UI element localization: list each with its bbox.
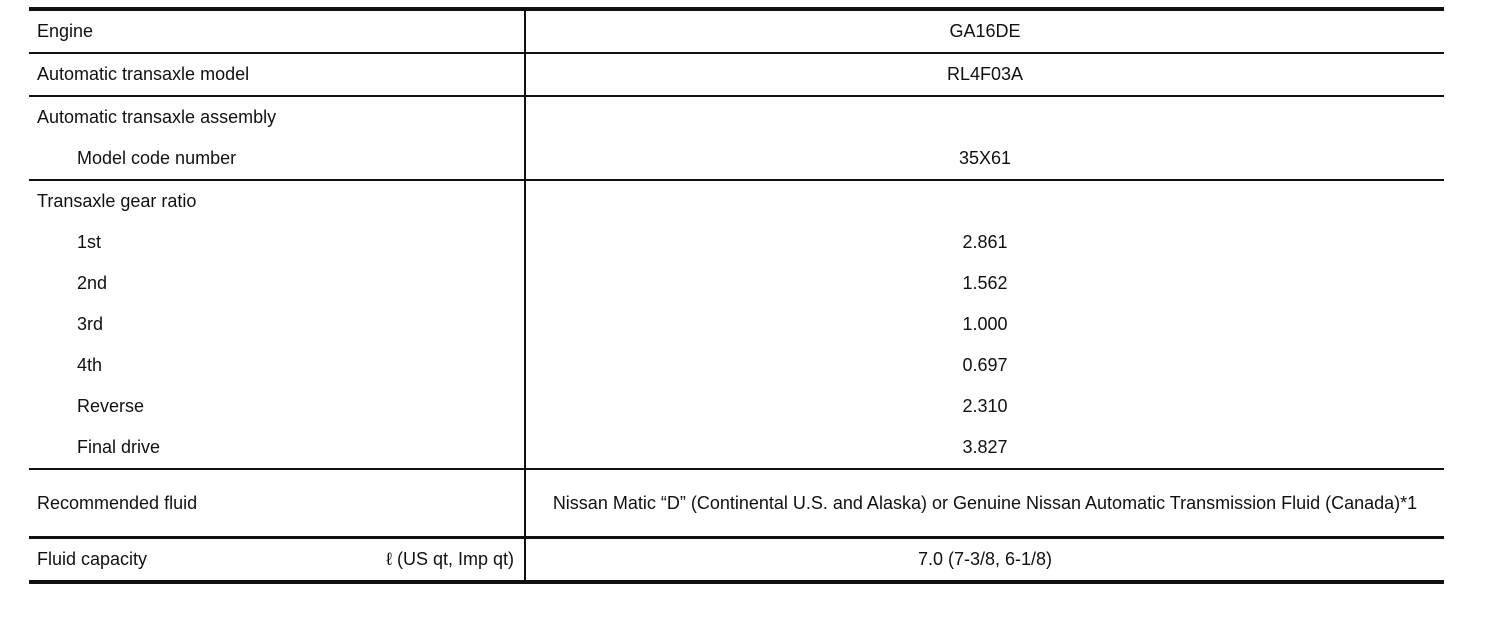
gear-4th-value: 0.697 <box>962 355 1008 375</box>
gear-final-drive-value: 3.827 <box>962 437 1008 457</box>
table-row-gear-ratio <box>29 181 1444 470</box>
transaxle-model-value: RL4F03A <box>946 64 1024 84</box>
gear-4th-label: 4th <box>77 355 103 375</box>
table-row-transaxle-model <box>29 54 1444 97</box>
transaxle-model-label: Automatic transaxle model <box>37 64 250 84</box>
gear-2nd-value: 1.562 <box>962 273 1008 293</box>
gear-3rd-value: 1.000 <box>962 314 1008 334</box>
gear-1st-label: 1st <box>77 232 102 252</box>
gear-reverse-label: Reverse <box>77 396 145 416</box>
gear-2nd-label: 2nd <box>77 273 108 293</box>
specification-table <box>29 7 1444 584</box>
gear-3rd-label: 3rd <box>77 314 104 334</box>
fluid-value: Nissan Matic “D” (Continental U.S. and Alaska) or Genuine Nissan Automatic Transmission Fluid (Canada)*1 <box>552 493 1418 513</box>
engine-label: Engine <box>37 21 94 41</box>
engine-value: GA16DE <box>949 21 1021 41</box>
table-row-engine <box>29 11 1444 54</box>
gear-reverse-value: 2.310 <box>962 396 1008 416</box>
table-row-capacity <box>29 539 1444 580</box>
gear-final-drive-label: Final drive <box>77 437 161 457</box>
capacity-value: 7.0 (7-3/8, 6-1/8) <box>917 549 1053 569</box>
assembly-label: Automatic transaxle assembly <box>37 107 277 127</box>
model-code-value: 35X61 <box>958 148 1012 168</box>
model-code-label: Model code number <box>77 148 237 168</box>
capacity-unit: ℓ (US qt, Imp qt) <box>386 549 514 569</box>
table-row-fluid <box>29 470 1444 539</box>
gear-1st-value: 2.861 <box>962 232 1008 252</box>
capacity-label: Fluid capacity <box>37 549 148 569</box>
table-row-assembly <box>29 97 1444 181</box>
gear-ratio-label: Transaxle gear ratio <box>37 191 197 211</box>
fluid-label: Recommended fluid <box>29 470 526 536</box>
